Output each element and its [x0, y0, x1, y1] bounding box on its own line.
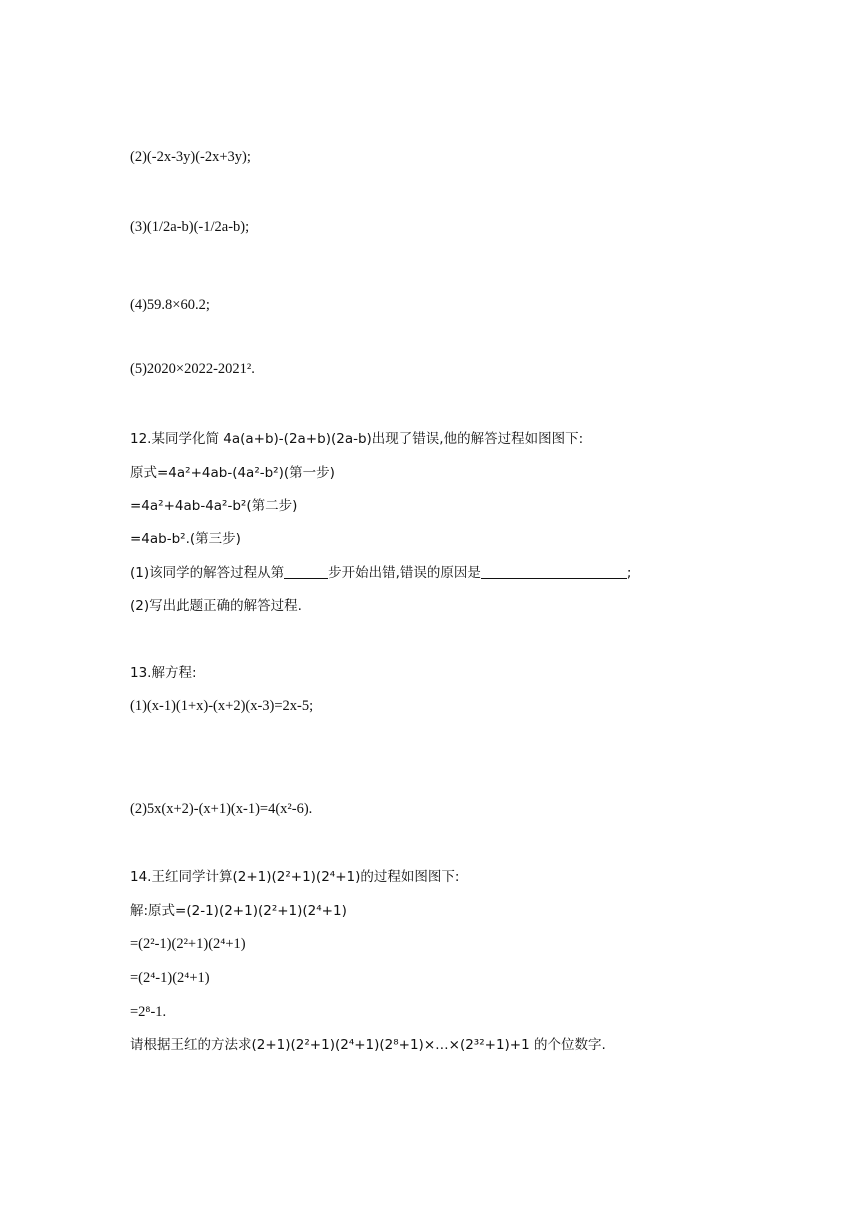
q13-part-2: (2)5x(x+2)-(x+1)(x-1)=4(x²-6). — [130, 801, 313, 817]
q14-step-1: 解:原式=(2-1)(2+1)(2²+1)(2⁴+1) — [130, 903, 347, 919]
q12-sub1-text-c: ; — [626, 565, 632, 581]
q13-part-1: (1)(x-1)(1+x)-(x+2)(x-3)=2x-5; — [130, 698, 314, 714]
q12-subquestion-2: (2)写出此题正确的解答过程. — [130, 598, 302, 614]
q11-part-3 — [130, 218, 249, 236]
q12-subquestion-1 — [130, 564, 631, 582]
q14-stem: 14.王红同学计算(2+1)(2²+1)(2⁴+1)的过程如图图下: — [130, 869, 460, 885]
q12-answer-blank-reason[interactable] — [481, 564, 627, 579]
q11-part-4: (4)59.8×60.2; — [130, 297, 210, 313]
q11-part-3-text: (3)(1/2a-b)(-1/2a-b); — [130, 219, 250, 235]
q12-sub1-text-a: (1)该同学的解答过程从第 — [130, 565, 285, 581]
q13-stem: 13.解方程: — [130, 665, 197, 681]
q12-step-3: =4ab-b².(第三步) — [130, 531, 241, 547]
q12-sub1-text-b: 步开始出错,错误的原因是 — [328, 565, 481, 581]
q12-stem: 12.某同学化简 4a(a+b)-(2a+b)(2a-b)出现了错误,他的解答过程如图图下: — [130, 431, 584, 447]
q12-step-1: 原式=4a²+4ab-(4a²-b²)(第一步) — [130, 465, 335, 481]
q12-step-2: =4a²+4ab-4a²-b²(第二步) — [130, 498, 298, 514]
q14-step-3: =(2⁴-1)(2⁴+1) — [130, 970, 210, 986]
q14-question: 请根据王红的方法求(2+1)(2²+1)(2⁴+1)(2⁸+1)×…×(2³²+1)+1 的个位数字. — [130, 1037, 606, 1053]
q11-part-2: (2)(-2x-3y)(-2x+3y); — [130, 149, 251, 165]
q12-answer-blank-step[interactable] — [284, 564, 328, 579]
q14-step-2: =(2²-1)(2²+1)(2⁴+1) — [130, 936, 246, 952]
q11-part-5: (5)2020×2022-2021². — [130, 361, 255, 377]
q14-step-4: =2⁸-1. — [130, 1004, 167, 1020]
